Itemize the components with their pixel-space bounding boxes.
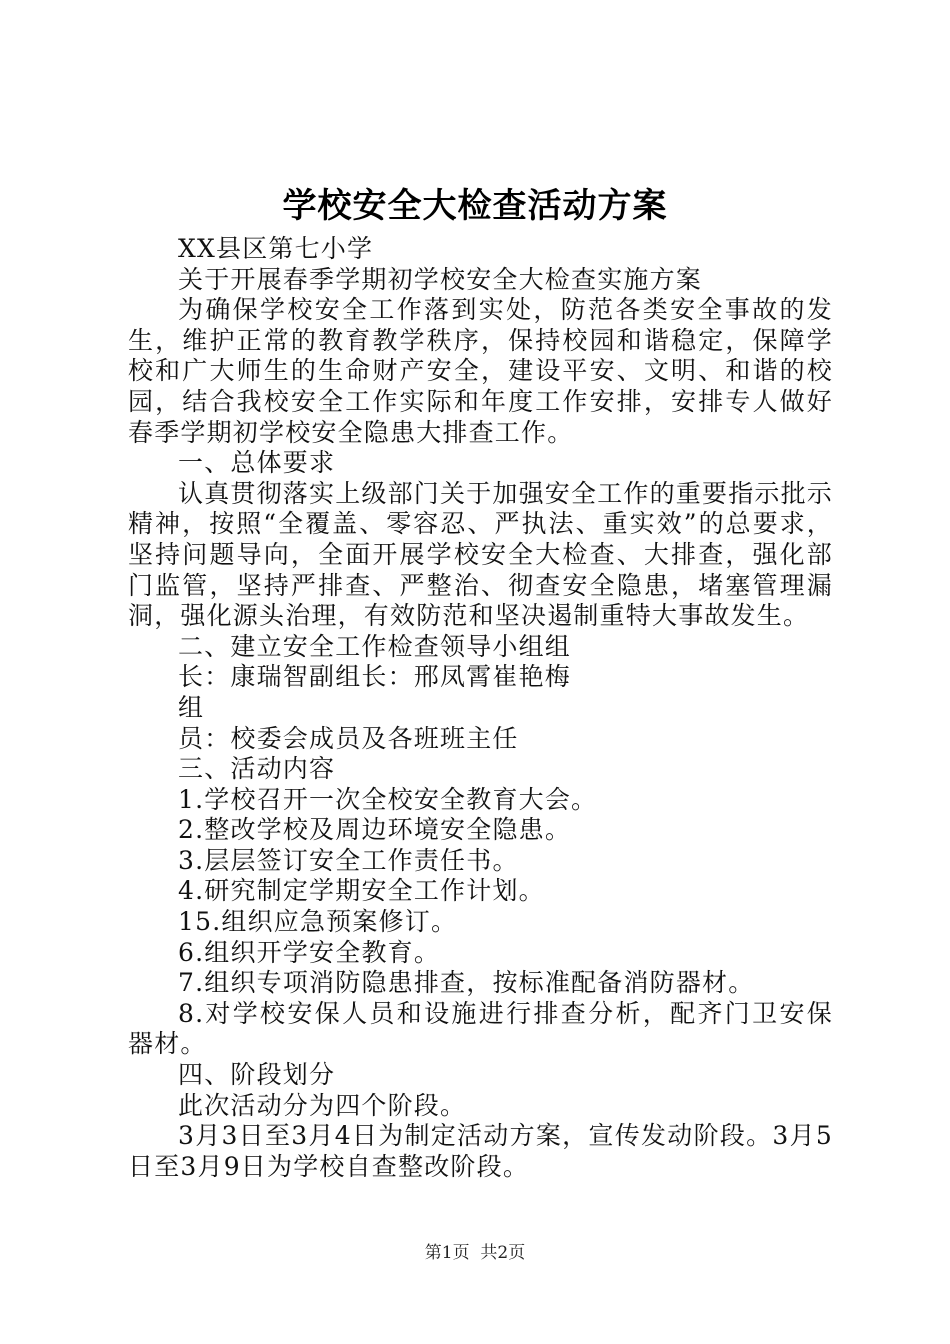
member-line: 员：校委会成员及各班班主任	[178, 723, 519, 753]
member-label-line: 组	[178, 692, 205, 722]
page-footer	[0, 1241, 950, 1265]
list-item: 8.对学校安保人员和设施进行排查分析，配齐门卫安保器材。	[128, 998, 833, 1059]
list-item: 6.组织开学安全教育。	[178, 937, 441, 967]
list-item: 3.层层签订安全工作责任书。	[178, 845, 519, 875]
list-item: 1.学校召开一次全校安全教育大会。	[178, 784, 598, 814]
page-number: 第1页	[424, 1243, 470, 1263]
subtitle-line: 关于开展春季学期初学校安全大检查实施方案	[178, 264, 703, 294]
document-title: 学校安全大检查活动方案	[282, 186, 668, 226]
section-heading-1: 一、总体要求	[178, 448, 336, 478]
page-total: 共2页	[480, 1243, 526, 1263]
school-name-line: XX县区第七小学	[178, 234, 374, 263]
list-item: 7.组织专项消防隐患排查，按标准配备消防器材。	[178, 968, 755, 998]
stage-intro-line: 此次活动分为四个阶段。	[178, 1090, 467, 1120]
section-heading-4: 四、阶段划分	[178, 1060, 336, 1090]
list-item: 4.研究制定学期安全工作计划。	[178, 876, 545, 906]
section-heading-3: 三、活动内容	[178, 754, 336, 784]
intro-paragraph: 为确保学校安全工作落到实处，防范各类安全事故的发生，维护正常的教育教学秩序，保持校园和谐稳定，保障学校和广大师生的生命财产安全，建设平安、文明、和谐的校园，结合我校安全工作实际和年度工作安排，安排专人做好春季学期初学校安全隐患大排查工作。	[128, 295, 833, 447]
document-body	[128, 234, 833, 1182]
leader-line: 长：康瑞智副组长：邢凤霄崔艳梅	[178, 662, 572, 692]
section-heading-2: 二、建立安全工作检查领导小组组	[178, 631, 572, 661]
stage-paragraph: 3月3日至3月4日为制定活动方案，宣传发动阶段。3月5日至3月9日为学校自查整改阶段。	[128, 1121, 833, 1181]
list-item: 15.组织应急预案修订。	[178, 907, 458, 937]
section-paragraph-1: 认真贯彻落实上级部门关于加强安全工作的重要指示批示精神，按照“全覆盖、零容忍、严执法、重实效”的总要求，坚持问题导向，全面开展学校安全大检查、大排查，强化部门监管，坚持严排查、严整治、彻查安全隐患，堵塞管理漏洞，强化源头治理，有效防范和坚决遏制重特大事故发生。	[128, 478, 834, 631]
list-item: 2.整改学校及周边环境安全隐患。	[178, 815, 572, 845]
